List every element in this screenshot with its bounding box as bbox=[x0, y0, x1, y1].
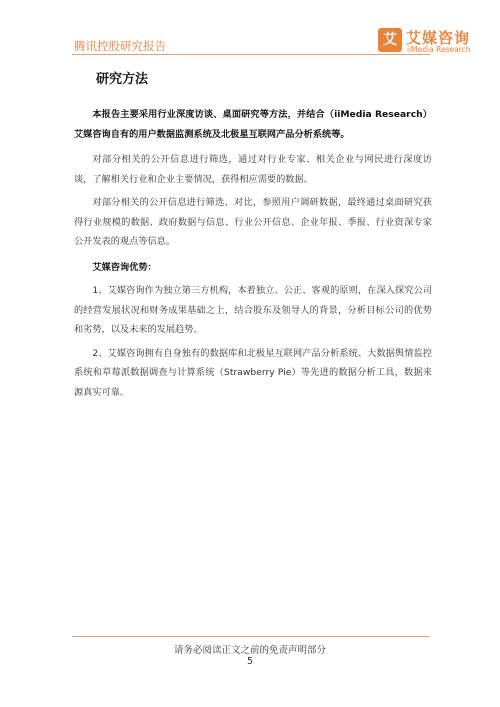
logo-chinese-name: 艾媒咨询 bbox=[406, 29, 471, 47]
advantages-subheading: 艾媒咨询优势： bbox=[92, 261, 157, 273]
logo-english-name: iiMedia Research bbox=[407, 45, 471, 54]
method-interview-paragraph: 对部分相关的公开信息进行筛选，通过对行业专家、相关企业与网民进行深度访谈，了解相关行业和企业主要情况，获得相应需要的数据。 bbox=[74, 154, 432, 185]
method-desk-research-paragraph: 对部分相关的公开信息进行筛选、对比，参照用户调研数据，最终通过桌面研究获得行业规模的数据、政府数据与信息、行业公开信息、企业年报、季报、行业资深专家公开发表的观点等信息。 bbox=[74, 197, 432, 247]
disclaimer-note: 请务必阅读正文之前的免责声明部分 bbox=[173, 645, 326, 656]
advantage-item-1: 1、艾媒咨询作为独立第三方机构，本着独立、公正、客观的原则，在深入探究公司的经营发展状况和财务成果基础之上，结合股东及领导人的背景，分析目标公司的优势和劣势，以及未来的发展趋势。 bbox=[74, 285, 432, 335]
page-header bbox=[0, 0, 500, 60]
report-title: 腾讯控股研究报告 bbox=[74, 39, 166, 53]
main-content bbox=[74, 68, 432, 402]
method-intro-paragraph: 本报告主要采用行业深度访谈、桌面研究等方法，并结合（iiMedia Research）艾媒咨询自有的用户数据监测系统及北极星互联网产品分析系统等。 bbox=[74, 109, 432, 140]
iimedia-logo bbox=[378, 28, 488, 56]
logo-mark-icon: 艾 bbox=[378, 28, 402, 52]
header-divider bbox=[72, 54, 430, 55]
page-number: 5 bbox=[246, 656, 254, 667]
section-title: 研究方法 bbox=[96, 72, 149, 87]
footer-divider bbox=[72, 636, 430, 637]
advantage-item-2: 2、艾媒咨询拥有自身独有的数据库和北极星互联网产品分析系统、大数据舆情监控系统和草莓派数据调查与计算系统（Strawberry Pie）等先进的数据分析工具，数据来源真实可靠。 bbox=[74, 347, 432, 398]
